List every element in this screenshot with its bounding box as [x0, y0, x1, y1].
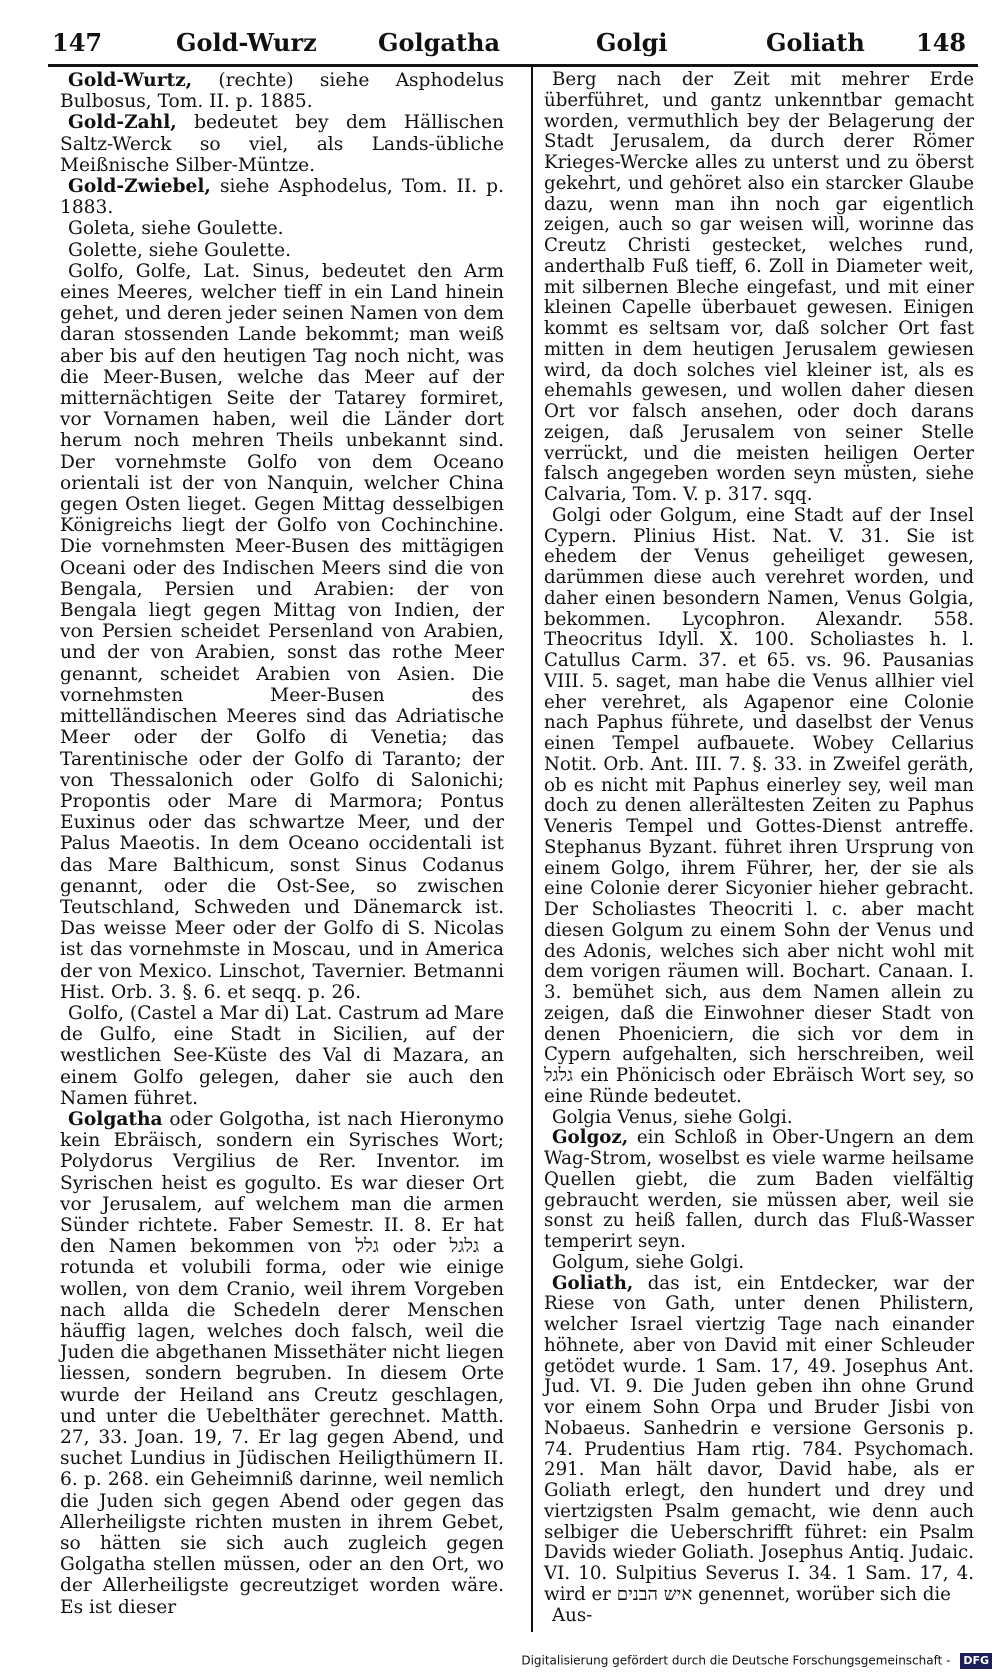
entry-headword: Golgatha [68, 1108, 163, 1130]
entry-text: ein Schloß in Ober-Ungern an dem Wag-Strom, woselbst es viele warme heilsame Quellen giebt, die zum Baden vielfältig gebraucht werden, sie müssen aber, weil sie sonst zu heiß fallen, durch das Fluß-Wasser temperirt seyn. [544, 1127, 974, 1252]
entry-text: (rechte) siehe Asphodelus Bulbosus, Tom. II. p. 1885. [60, 70, 504, 113]
entry-text: Golette, siehe Goulette. [68, 239, 291, 261]
dictionary-entry [60, 261, 504, 1003]
dictionary-entry [544, 1128, 974, 1253]
dictionary-entry [544, 1274, 974, 1606]
digitization-credit [521, 1651, 992, 1669]
dictionary-entry [60, 1003, 504, 1109]
entry-headword: Gold-Wurtz, [68, 70, 193, 91]
entry-text: Berg nach der Zeit mit mehrer Erde überführet, und gantz unkenntbar gemacht worden, vermuthlich bey der Belagerung der Stadt Jerusalem, da durch derer Römer Krieges-Wercke alles zu unterst und zu öberst gekehrt, und gehöret also ein starcker Glaube dazu, wenn man ihn noch gar eigentlich zeigen, auch so gar weisen will, worinne das Creutz Christi gestecket, welches rund, anderthalb Fuß tieff, 6. Zoll in Diameter weit, mit silbernen Bleche eingefast, und mit einer kleinen Capelle überbauet gewesen. Einigen kommt es seltsam vor, daß solcher Ort fast mitten in dem heutigen Jerusalem gewiesen wird, da doch solches viel kleiner ist, als es ehemahls gewesen, und wollen daher diesen Ort vor falsch ansehen, oder doch darans zeigen, daß Jerusalem von seiner Stelle verrückt, und die meisten heiligen Oerter falsch angegeben worden seyn müsten, siehe Calvaria, Tom. V. p. 317. sqq. [544, 69, 974, 505]
entry-headword: Gold-Zahl, [68, 112, 177, 134]
left-catchword-2: Golgatha [378, 28, 501, 57]
dictionary-entry [60, 218, 504, 239]
right-column [544, 70, 974, 1626]
entry-headword: Gold-Zwiebel, [68, 176, 211, 198]
entry-text: Goleta, siehe Goulette. [68, 218, 284, 240]
credit-text: Digitalisierung gefördert durch die Deutsche Forschungsgemeinschaft - [521, 1653, 951, 1668]
running-header [48, 26, 978, 60]
right-page-number: 148 [916, 28, 967, 57]
entry-text: siehe Asphodelus, Tom. II. p. 1883. [60, 176, 504, 219]
dictionary-entry [60, 112, 504, 176]
right-catchword-2: Goliath [766, 28, 865, 57]
left-column [60, 70, 504, 1618]
dfg-logo: DFG [960, 1653, 992, 1669]
entry-text: Golfo, (Castel a Mar di) Lat. Castrum ad Mare de Gulfo, eine Stadt in Sicilien, auf der westlichen See-Küste des Val di Mazara, an einem Golfo gelegen, daher sie auch den Namen führet. [60, 1002, 504, 1109]
entry-text: Golgum, siehe Golgi. [552, 1251, 745, 1273]
entry-text: bedeutet bey dem Hällischen Saltz-Werck so viel, als Lands-übliche Meißnische Silber-Müntze. [60, 112, 504, 176]
dictionary-entry [60, 176, 504, 218]
entry-text: das ist, ein Entdecker, war der Riese von Gath, unter denen Philistern, welcher Israel viertzig Tage nach einander höhnete, aber von David mit einer Schleuder getödet wurde. 1 Sam. 17, 49. Josephus Ant. Jud. VI. 9. Die Juden geben ihn ohne Grund vor einem Sohn Orpa und Bruder Jisbi von Nobaeus. Sanhedrin e versione Gersonis p. 74. Prudentius Ham rtig. 784. Psychomach. 291. Man hält davor, David habe, als er Goliath erlegt, den hundert und drey und viertzigsten Psalm gemacht, wie denn auch selbiger die Ueberschrifft führet: ein Psalm Davids wieder Goliath. Josephus Antiq. Judaic. VI. 10. Sulpitius Severus I. 34. 1 Sam. 17, 4. wird er איש הבנים genennet, worüber sich die [544, 1272, 974, 1605]
dictionary-entry [544, 1253, 974, 1274]
dictionary-entry [60, 240, 504, 261]
column-divider [531, 64, 533, 1632]
dictionary-entry [544, 506, 974, 1108]
dictionary-entry [544, 70, 974, 506]
entry-headword: Goliath, [552, 1272, 634, 1294]
dictionary-entry [544, 1108, 974, 1129]
entry-headword: Golgoz, [552, 1127, 629, 1149]
entry-text: Golgi oder Golgum, eine Stadt auf der Insel Cypern. Plinius Hist. Nat. V. 31. Sie ist ehedem der Venus geheiliget gewesen, darümmen diese auch verehret worden, und daher einen besondern Namen, Venus Golgia, bekommen. Lycophron. Alexandr. 558. Theocritus Idyll. X. 100. Scholiastes h. l. Catullus Carm. 37. et 65. vs. 96. Pausanias VIII. 5. saget, man habe die Venus allhier viel eher verehret, als Agapenor eine Colonie nach Paphus führete, und daselbst der Venus einen Tempel aufbauete. Wobey Cellarius Notit. Orb. Ant. III. 7. §. 33. in Zweifel geräth, ob es nicht mit Paphus einerley sey, weil man doch zu denen allerältesten Zeiten zu Paphus Veneris Tempel und Gottes-Dienst antreffe. Stephanus Byzant. führet ihren Ursprung von einem Golgo, ihrem Führer, her, der sie als eine Colonie derer Sicyonier hieher gebracht. Der Scholiastes Theocriti l. c. aber macht diesen Golgum zu einem Sohn der Venus und des Adonis, welches sich aber nicht wohl mit dem vorigen räumen will. Bochart. Canaan. I. 3. bemühet sich, aus dem Namen allein zu zeigen, daß die Einwohner dieser Stadt von denen Phoeniciern, die sich vor dem in Cypern aufgehalten, sich herschreiben, weil גלגל ein Phönicisch oder Ebräisch Wort sey, so eine Ründe bedeutet. [544, 504, 974, 1107]
left-page-number: 147 [52, 28, 103, 57]
entry-text: Golgia Venus, siehe Golgi. [552, 1106, 793, 1128]
right-catchword-1: Golgi [596, 28, 668, 57]
header-rule [48, 64, 978, 67]
left-catchword-1: Gold-Wurz [176, 28, 317, 57]
dictionary-entry [60, 1109, 504, 1618]
dictionary-entry [60, 70, 504, 112]
entry-text: oder Golgotha, ist nach Hieronymo kein Ebräisch, sondern ein Syrisches Wort; Polydorus Vergilius de Rer. Inventor. im Syrischen heist es gogulto. Es war dieser Ort vor Jerusalem, auf welchem man die armen Sünder richtete. Faber Semestr. II. 8. Er hat den Namen bekommen von גלל oder גלגל a rotunda et volubili forma, oder wie einige wollen, von dem Cranio, weil ihrem Vorgeben nach allda die Schedeln derer Menschen häuffig lagen, welches doch falsch, weil die Juden die abgethanen Missethäter nicht liegen liessen, sondern begruben. In diesem Orte wurde der Heiland ans Creutz geschlagen, und unter die Uebelthäter gerechnet. Matth. 27, 33. Joan. 19, 7. Er lag gegen Abend, und suchet Lundius in Jüdischen Heiligthümern II. 6. p. 268. ein Geheimniß darinne, weil nemlich die Juden sich gegen Abend oder gegen das Allerheiligste richten musten in ihrem Gebet, so hätten sie sich auch zugleich gegen Golgatha stellen müssen, oder an den Ort, wo der Allerheiligste gecreutziget worden wäre. Es ist dieser [60, 1108, 504, 1618]
entry-text: Golfo, Golfe, Lat. Sinus, bedeutet den Arm eines Meeres, welcher tieff in ein Land hinein gehet, und deren jeder seinen Namen von dem daran stossenden Lande bekommt; man weiß aber bis auf den heutigen Tag noch nicht, was die Meer-Busen, welche das Meer auf der mitternächtigen Seite der Tatarey formiret, vor Vornamen haben, weil die Länder dort herum noch mehren Theils unbekannt sind. Der vornehmste Golfo von dem Oceano orientali ist der von Nanquin, welcher China gegen Osten lieget. Gegen Mittag desselbigen Königreichs liegt der Golfo von Cochinchine. Die vornehmsten Meer-Busen des mittägigen Oceani oder des Indischen Meers sind die von Bengala, Persien und Arabien: der von Bengala liegt gegen Mittag von Indien, der von Persien scheidet Persenland von Arabien, und der von Arabien, sonst das rothe Meer genannt, scheidet Arabien von Asien. Die vornehmsten Meer-Busen des mittelländischen Meeres sind das Adriatische Meer oder der Golfo di Venetia; das Tarentinische oder der Golfo di Taranto; der von Thessalonich oder Golfo di Salonichi; Propontis oder Mare di Marmora; Pontus Euxinus oder das schwartze Meer, und der Palus Maeotis. In dem Oceano occidentali ist das Mare Balthicum, sonst Sinus Codanus genannt, oder die Ost-See, so zwischen Teutschland, Schweden und Dänemarck ist. Das weisse Meer oder der Golfo di S. Nicolas ist das vornehmste in Moscau, und in America der von Mexico. Linschot, Tavernier. Betmanni Hist. Orb. 3. §. 6. et seqq. p. 26. [60, 260, 504, 1003]
dictionary-page [48, 26, 978, 1636]
entry-text: Aus- [552, 1604, 593, 1626]
dictionary-entry [544, 1606, 974, 1627]
